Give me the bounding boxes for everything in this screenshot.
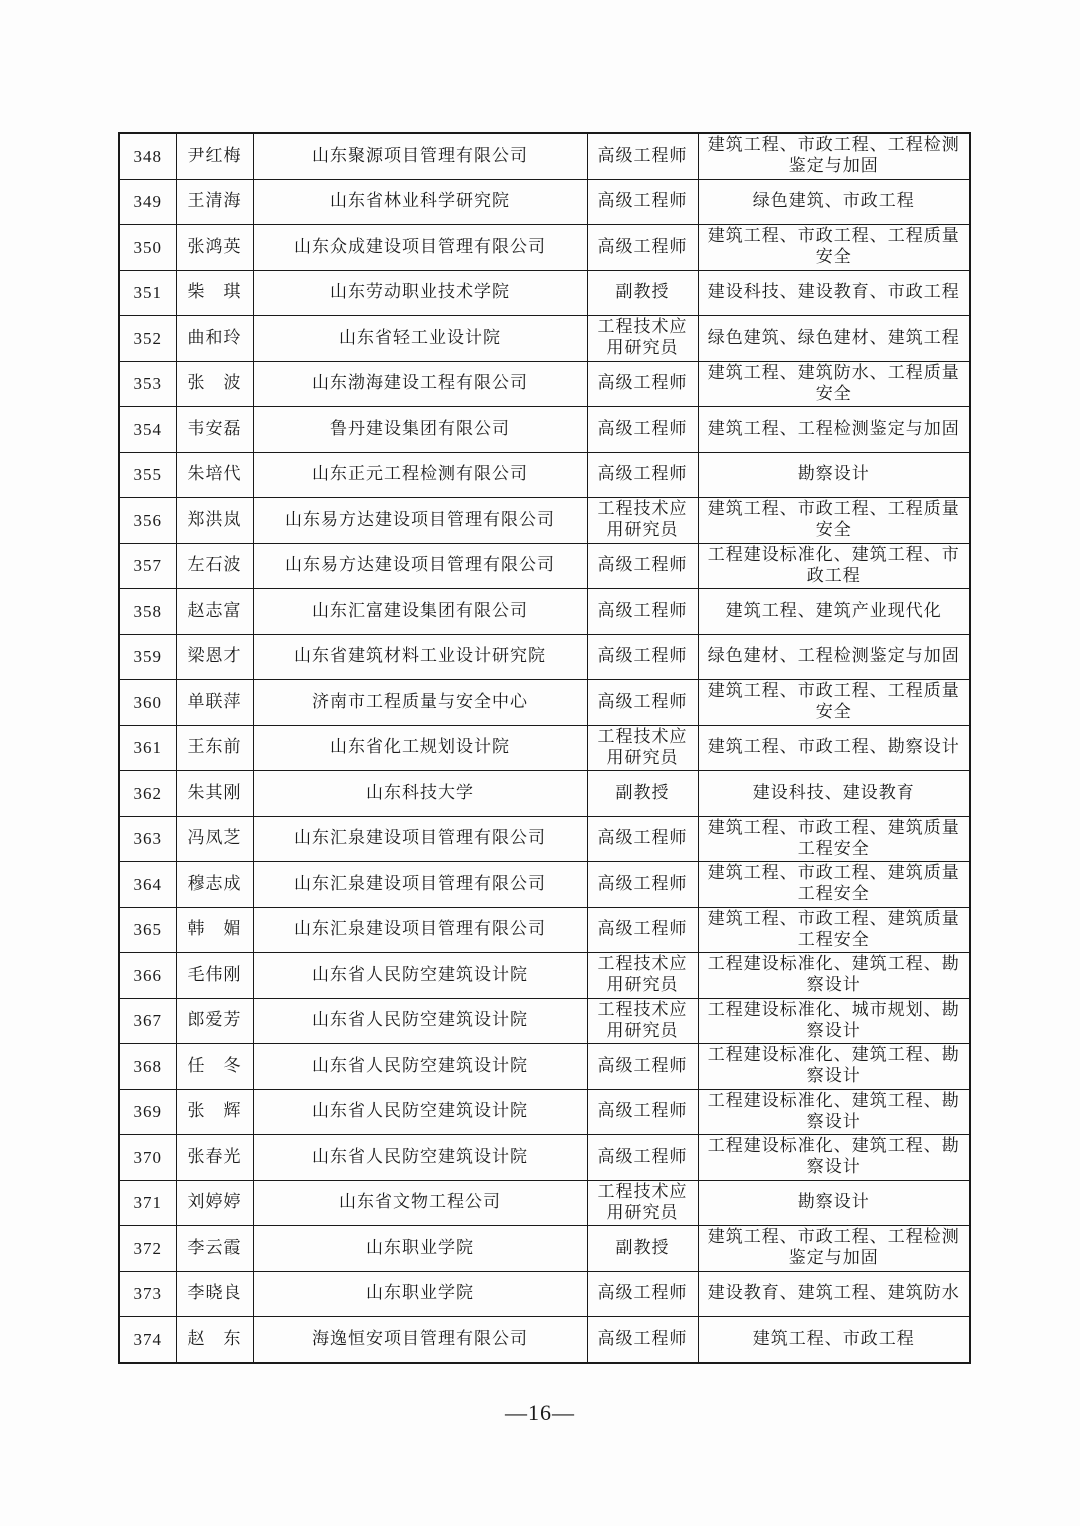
- expert-roster-table: [118, 132, 971, 1364]
- organization-cell: 山东科技大学: [253, 771, 587, 817]
- organization-cell: 山东省人民防空建筑设计院: [253, 953, 587, 999]
- name-cell: 张春光: [176, 1135, 253, 1181]
- table-row: [119, 725, 970, 771]
- row-number-cell: 369: [119, 1089, 176, 1135]
- title-cell: 高级工程师: [587, 1271, 698, 1317]
- title-cell: 工程技术应用研究员: [587, 498, 698, 544]
- organization-cell: 山东汇泉建设项目管理有限公司: [253, 816, 587, 862]
- title-cell: 高级工程师: [587, 543, 698, 589]
- table-row: [119, 225, 970, 271]
- organization-cell: 山东省人民防空建筑设计院: [253, 1135, 587, 1181]
- table-body: [119, 133, 970, 1363]
- table-row: [119, 862, 970, 908]
- organization-cell: 济南市工程质量与安全中心: [253, 680, 587, 726]
- title-cell: 高级工程师: [587, 1089, 698, 1135]
- title-cell: 高级工程师: [587, 361, 698, 407]
- title-cell: 高级工程师: [587, 179, 698, 225]
- organization-cell: 山东职业学院: [253, 1271, 587, 1317]
- title-cell: 高级工程师: [587, 225, 698, 271]
- page-number: —16—: [505, 1400, 575, 1425]
- table-row: [119, 1226, 970, 1272]
- row-number-cell: 360: [119, 680, 176, 726]
- name-cell: 穆志成: [176, 862, 253, 908]
- organization-cell: 山东易方达建设项目管理有限公司: [253, 498, 587, 544]
- table-row: [119, 816, 970, 862]
- field-cell: 建筑工程、市政工程、建筑质量工程安全: [698, 816, 970, 862]
- table-row: [119, 543, 970, 589]
- organization-cell: 山东正元工程检测有限公司: [253, 452, 587, 498]
- organization-cell: 山东省人民防空建筑设计院: [253, 1044, 587, 1090]
- table-row: [119, 1089, 970, 1135]
- field-cell: 勘察设计: [698, 452, 970, 498]
- field-cell: 工程建设标准化、建筑工程、市政工程: [698, 543, 970, 589]
- row-number-cell: 363: [119, 816, 176, 862]
- field-cell: 绿色建材、工程检测鉴定与加固: [698, 634, 970, 680]
- name-cell: 赵 东: [176, 1317, 253, 1363]
- table-row: [119, 634, 970, 680]
- name-cell: 毛伟刚: [176, 953, 253, 999]
- name-cell: 尹红梅: [176, 133, 253, 179]
- row-number-cell: 374: [119, 1317, 176, 1363]
- row-number-cell: 351: [119, 270, 176, 316]
- name-cell: 张 辉: [176, 1089, 253, 1135]
- field-cell: 绿色建筑、市政工程: [698, 179, 970, 225]
- row-number-cell: 365: [119, 907, 176, 953]
- table-row: [119, 1271, 970, 1317]
- title-cell: 高级工程师: [587, 680, 698, 726]
- title-cell: 高级工程师: [587, 407, 698, 453]
- name-cell: 冯凤芝: [176, 816, 253, 862]
- table-row: [119, 998, 970, 1044]
- title-cell: 工程技术应用研究员: [587, 953, 698, 999]
- name-cell: 任 冬: [176, 1044, 253, 1090]
- table-row: [119, 1044, 970, 1090]
- row-number-cell: 361: [119, 725, 176, 771]
- table-row: [119, 133, 970, 179]
- table-row: [119, 1180, 970, 1226]
- field-cell: 建筑工程、市政工程、工程质量安全: [698, 498, 970, 544]
- title-cell: 高级工程师: [587, 452, 698, 498]
- organization-cell: 山东省化工规划设计院: [253, 725, 587, 771]
- field-cell: 工程建设标准化、建筑工程、勘察设计: [698, 953, 970, 999]
- row-number-cell: 357: [119, 543, 176, 589]
- organization-cell: 海逸恒安项目管理有限公司: [253, 1317, 587, 1363]
- name-cell: 单联萍: [176, 680, 253, 726]
- organization-cell: 山东汇泉建设项目管理有限公司: [253, 907, 587, 953]
- row-number-cell: 368: [119, 1044, 176, 1090]
- table-row: [119, 361, 970, 407]
- organization-cell: 山东易方达建设项目管理有限公司: [253, 543, 587, 589]
- field-cell: 建筑工程、市政工程、工程检测鉴定与加固: [698, 133, 970, 179]
- row-number-cell: 358: [119, 589, 176, 635]
- title-cell: 副教授: [587, 771, 698, 817]
- organization-cell: 山东省人民防空建筑设计院: [253, 998, 587, 1044]
- table-row: [119, 179, 970, 225]
- name-cell: 朱其刚: [176, 771, 253, 817]
- row-number-cell: 364: [119, 862, 176, 908]
- name-cell: 赵志富: [176, 589, 253, 635]
- field-cell: 建筑工程、市政工程、建筑质量工程安全: [698, 862, 970, 908]
- name-cell: 王清海: [176, 179, 253, 225]
- organization-cell: 山东渤海建设工程有限公司: [253, 361, 587, 407]
- field-cell: 工程建设标准化、城市规划、勘察设计: [698, 998, 970, 1044]
- title-cell: 副教授: [587, 1226, 698, 1272]
- name-cell: 张 波: [176, 361, 253, 407]
- organization-cell: 山东聚源项目管理有限公司: [253, 133, 587, 179]
- row-number-cell: 350: [119, 225, 176, 271]
- row-number-cell: 348: [119, 133, 176, 179]
- organization-cell: 山东劳动职业技术学院: [253, 270, 587, 316]
- title-cell: 工程技术应用研究员: [587, 998, 698, 1044]
- table-row: [119, 953, 970, 999]
- name-cell: 李晓良: [176, 1271, 253, 1317]
- organization-cell: 山东省建筑材料工业设计研究院: [253, 634, 587, 680]
- title-cell: 高级工程师: [587, 816, 698, 862]
- title-cell: 高级工程师: [587, 1044, 698, 1090]
- name-cell: 郑洪岚: [176, 498, 253, 544]
- field-cell: 建设教育、建筑工程、建筑防水: [698, 1271, 970, 1317]
- row-number-cell: 367: [119, 998, 176, 1044]
- title-cell: 高级工程师: [587, 862, 698, 908]
- row-number-cell: 373: [119, 1271, 176, 1317]
- organization-cell: 鲁丹建设集团有限公司: [253, 407, 587, 453]
- name-cell: 韩 媚: [176, 907, 253, 953]
- title-cell: 高级工程师: [587, 133, 698, 179]
- name-cell: 梁恩才: [176, 634, 253, 680]
- table-row: [119, 407, 970, 453]
- title-cell: 工程技术应用研究员: [587, 725, 698, 771]
- organization-cell: 山东省人民防空建筑设计院: [253, 1089, 587, 1135]
- table-row: [119, 589, 970, 635]
- field-cell: 绿色建筑、绿色建材、建筑工程: [698, 316, 970, 362]
- table-row: [119, 680, 970, 726]
- title-cell: 高级工程师: [587, 907, 698, 953]
- field-cell: 建筑工程、市政工程、工程检测鉴定与加固: [698, 1226, 970, 1272]
- field-cell: 勘察设计: [698, 1180, 970, 1226]
- title-cell: 工程技术应用研究员: [587, 1180, 698, 1226]
- table-row: [119, 270, 970, 316]
- row-number-cell: 355: [119, 452, 176, 498]
- name-cell: 李云霞: [176, 1226, 253, 1272]
- table-row: [119, 907, 970, 953]
- name-cell: 韦安磊: [176, 407, 253, 453]
- table-row: [119, 316, 970, 362]
- field-cell: 建筑工程、市政工程、建筑质量工程安全: [698, 907, 970, 953]
- field-cell: 建筑工程、市政工程: [698, 1317, 970, 1363]
- organization-cell: 山东省轻工业设计院: [253, 316, 587, 362]
- organization-cell: 山东省林业科学研究院: [253, 179, 587, 225]
- table-row: [119, 1135, 970, 1181]
- field-cell: 建设科技、建设教育: [698, 771, 970, 817]
- name-cell: 朱培代: [176, 452, 253, 498]
- name-cell: 张鸿英: [176, 225, 253, 271]
- field-cell: 建筑工程、建筑产业现代化: [698, 589, 970, 635]
- row-number-cell: 366: [119, 953, 176, 999]
- field-cell: 建筑工程、市政工程、勘察设计: [698, 725, 970, 771]
- row-number-cell: 356: [119, 498, 176, 544]
- field-cell: 工程建设标准化、建筑工程、勘察设计: [698, 1135, 970, 1181]
- name-cell: 刘婷婷: [176, 1180, 253, 1226]
- name-cell: 左石波: [176, 543, 253, 589]
- title-cell: 高级工程师: [587, 589, 698, 635]
- table-row: [119, 771, 970, 817]
- organization-cell: 山东省文物工程公司: [253, 1180, 587, 1226]
- field-cell: 工程建设标准化、建筑工程、勘察设计: [698, 1044, 970, 1090]
- field-cell: 建筑工程、市政工程、工程质量安全: [698, 680, 970, 726]
- row-number-cell: 354: [119, 407, 176, 453]
- row-number-cell: 352: [119, 316, 176, 362]
- table-row: [119, 498, 970, 544]
- row-number-cell: 359: [119, 634, 176, 680]
- organization-cell: 山东众成建设项目管理有限公司: [253, 225, 587, 271]
- name-cell: 郎爱芳: [176, 998, 253, 1044]
- title-cell: 高级工程师: [587, 1135, 698, 1181]
- field-cell: 建筑工程、工程检测鉴定与加固: [698, 407, 970, 453]
- title-cell: 高级工程师: [587, 1317, 698, 1363]
- organization-cell: 山东职业学院: [253, 1226, 587, 1272]
- row-number-cell: 349: [119, 179, 176, 225]
- field-cell: 建筑工程、建筑防水、工程质量安全: [698, 361, 970, 407]
- name-cell: 曲和玲: [176, 316, 253, 362]
- organization-cell: 山东汇富建设集团有限公司: [253, 589, 587, 635]
- row-number-cell: 372: [119, 1226, 176, 1272]
- organization-cell: 山东汇泉建设项目管理有限公司: [253, 862, 587, 908]
- row-number-cell: 353: [119, 361, 176, 407]
- title-cell: 高级工程师: [587, 634, 698, 680]
- name-cell: 王东前: [176, 725, 253, 771]
- row-number-cell: 362: [119, 771, 176, 817]
- table-row: [119, 1317, 970, 1363]
- row-number-cell: 371: [119, 1180, 176, 1226]
- field-cell: 建筑工程、市政工程、工程质量安全: [698, 225, 970, 271]
- table-row: [119, 452, 970, 498]
- title-cell: 副教授: [587, 270, 698, 316]
- title-cell: 工程技术应用研究员: [587, 316, 698, 362]
- name-cell: 柴 琪: [176, 270, 253, 316]
- field-cell: 建设科技、建设教育、市政工程: [698, 270, 970, 316]
- row-number-cell: 370: [119, 1135, 176, 1181]
- field-cell: 工程建设标准化、建筑工程、勘察设计: [698, 1089, 970, 1135]
